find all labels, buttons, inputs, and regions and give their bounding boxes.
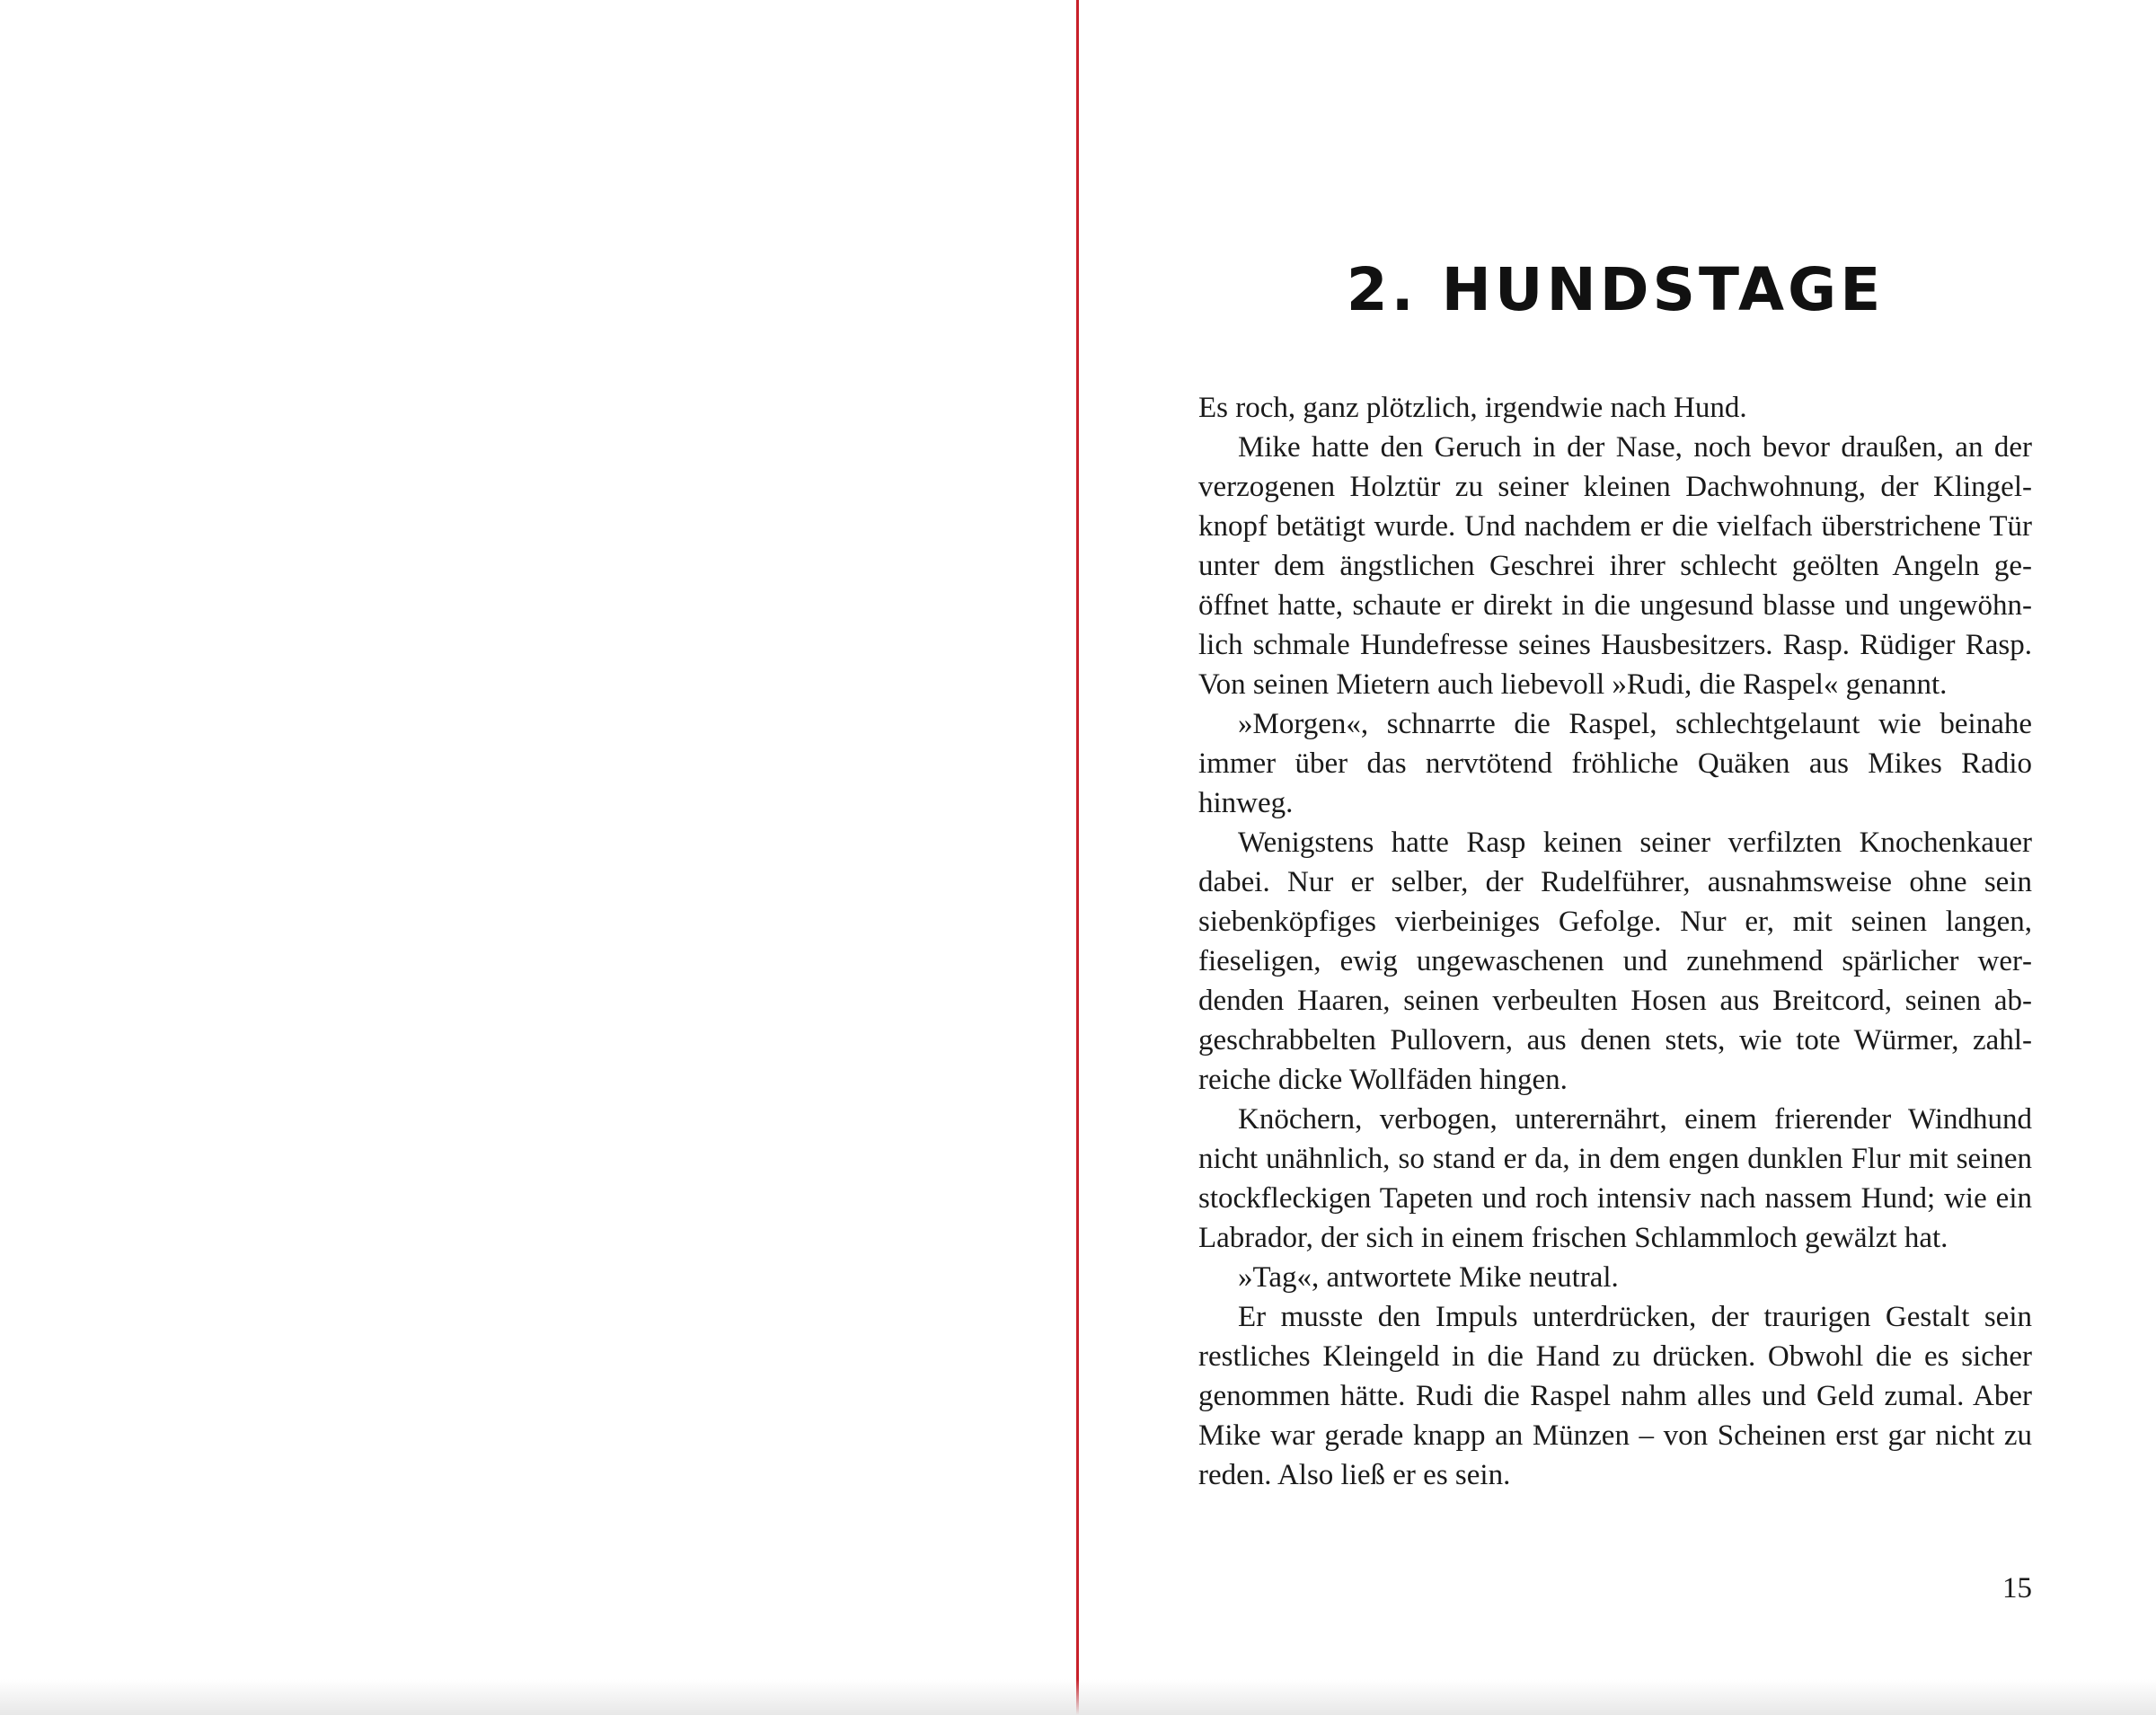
paragraph: Mike hatte den Geruch in der Nase, noch bevor draußen, an der verzogenen Holztür zu seiner kleinen Dachwohnung, der Klingelknopf betätigt wurde. Und nachdem er die vielfach überstrichene Tür unter dem ängstlichen Geschrei ihrer schlecht geölten Angeln geöffnet hatte, schaute er direkt in die ungesund blasse und ungewöhnlich schmale Hundefresse seines Hausbesitzers. Rasp. Rüdiger Rasp. Von seinen Mietern auch liebevoll »Rudi, die Raspel« genannt. bbox=[1198, 431, 2032, 701]
page-number: 15 bbox=[2002, 1572, 2032, 1604]
paragraph: Knöchern, verbogen, unterernährt, einem frierender Windhund nicht unähnlich, so stand er da, in dem engen dunklen Flur mit seinen stockfleckigen Tapeten und roch intensiv nach nassem Hund; wie ein Labrador, der sich in einem frischen Schlammloch gewälzt hat. bbox=[1198, 1103, 2032, 1254]
chapter-body bbox=[1198, 388, 2032, 1495]
paragraph: »Tag«, antwortete Mike neutral. bbox=[1238, 1261, 1619, 1294]
paragraph: Wenigstens hatte Rasp keinen seiner verfilzten Knochenkauer dabei. Nur er selber, der Rudelführer, ausnahmsweise ohne sein siebenköpfiges vierbeiniges Gefolge. Nur er, mit seinen langen, fieseligen, ewig ungewaschenen und zunehmend spärlicher werdenden Haaren, seinen verbeulten Hosen aus Breitcord, seinen abgeschrabbelten Pullovern, aus denen stets, wie tote Würmer, zahlreiche dicke Wollfäden hingen. bbox=[1198, 827, 2032, 1096]
paragraph: Er musste den Impuls unterdrücken, der traurigen Gestalt sein restliches Kleingeld in die Hand zu drücken. Obwohl die es sicher genommen hätte. Rudi die Raspel nahm alles und Geld zumal. Aber Mike war gerade knapp an Münzen – von Scheinen erst gar nicht zu reden. Also ließ er es sein. bbox=[1198, 1301, 2032, 1491]
left-page-blank bbox=[0, 0, 1076, 1715]
paragraph: Es roch, ganz plötzlich, irgendwie nach Hund. bbox=[1198, 392, 1747, 424]
chapter-title: 2. HUNDSTAGE bbox=[1346, 255, 1885, 324]
paragraph: »Morgen«, schnarrte die Raspel, schlechtgelaunt wie beinahe immer über das nervtötend fröhliche Quäken aus Mikes Radio hinweg. bbox=[1198, 708, 2032, 819]
